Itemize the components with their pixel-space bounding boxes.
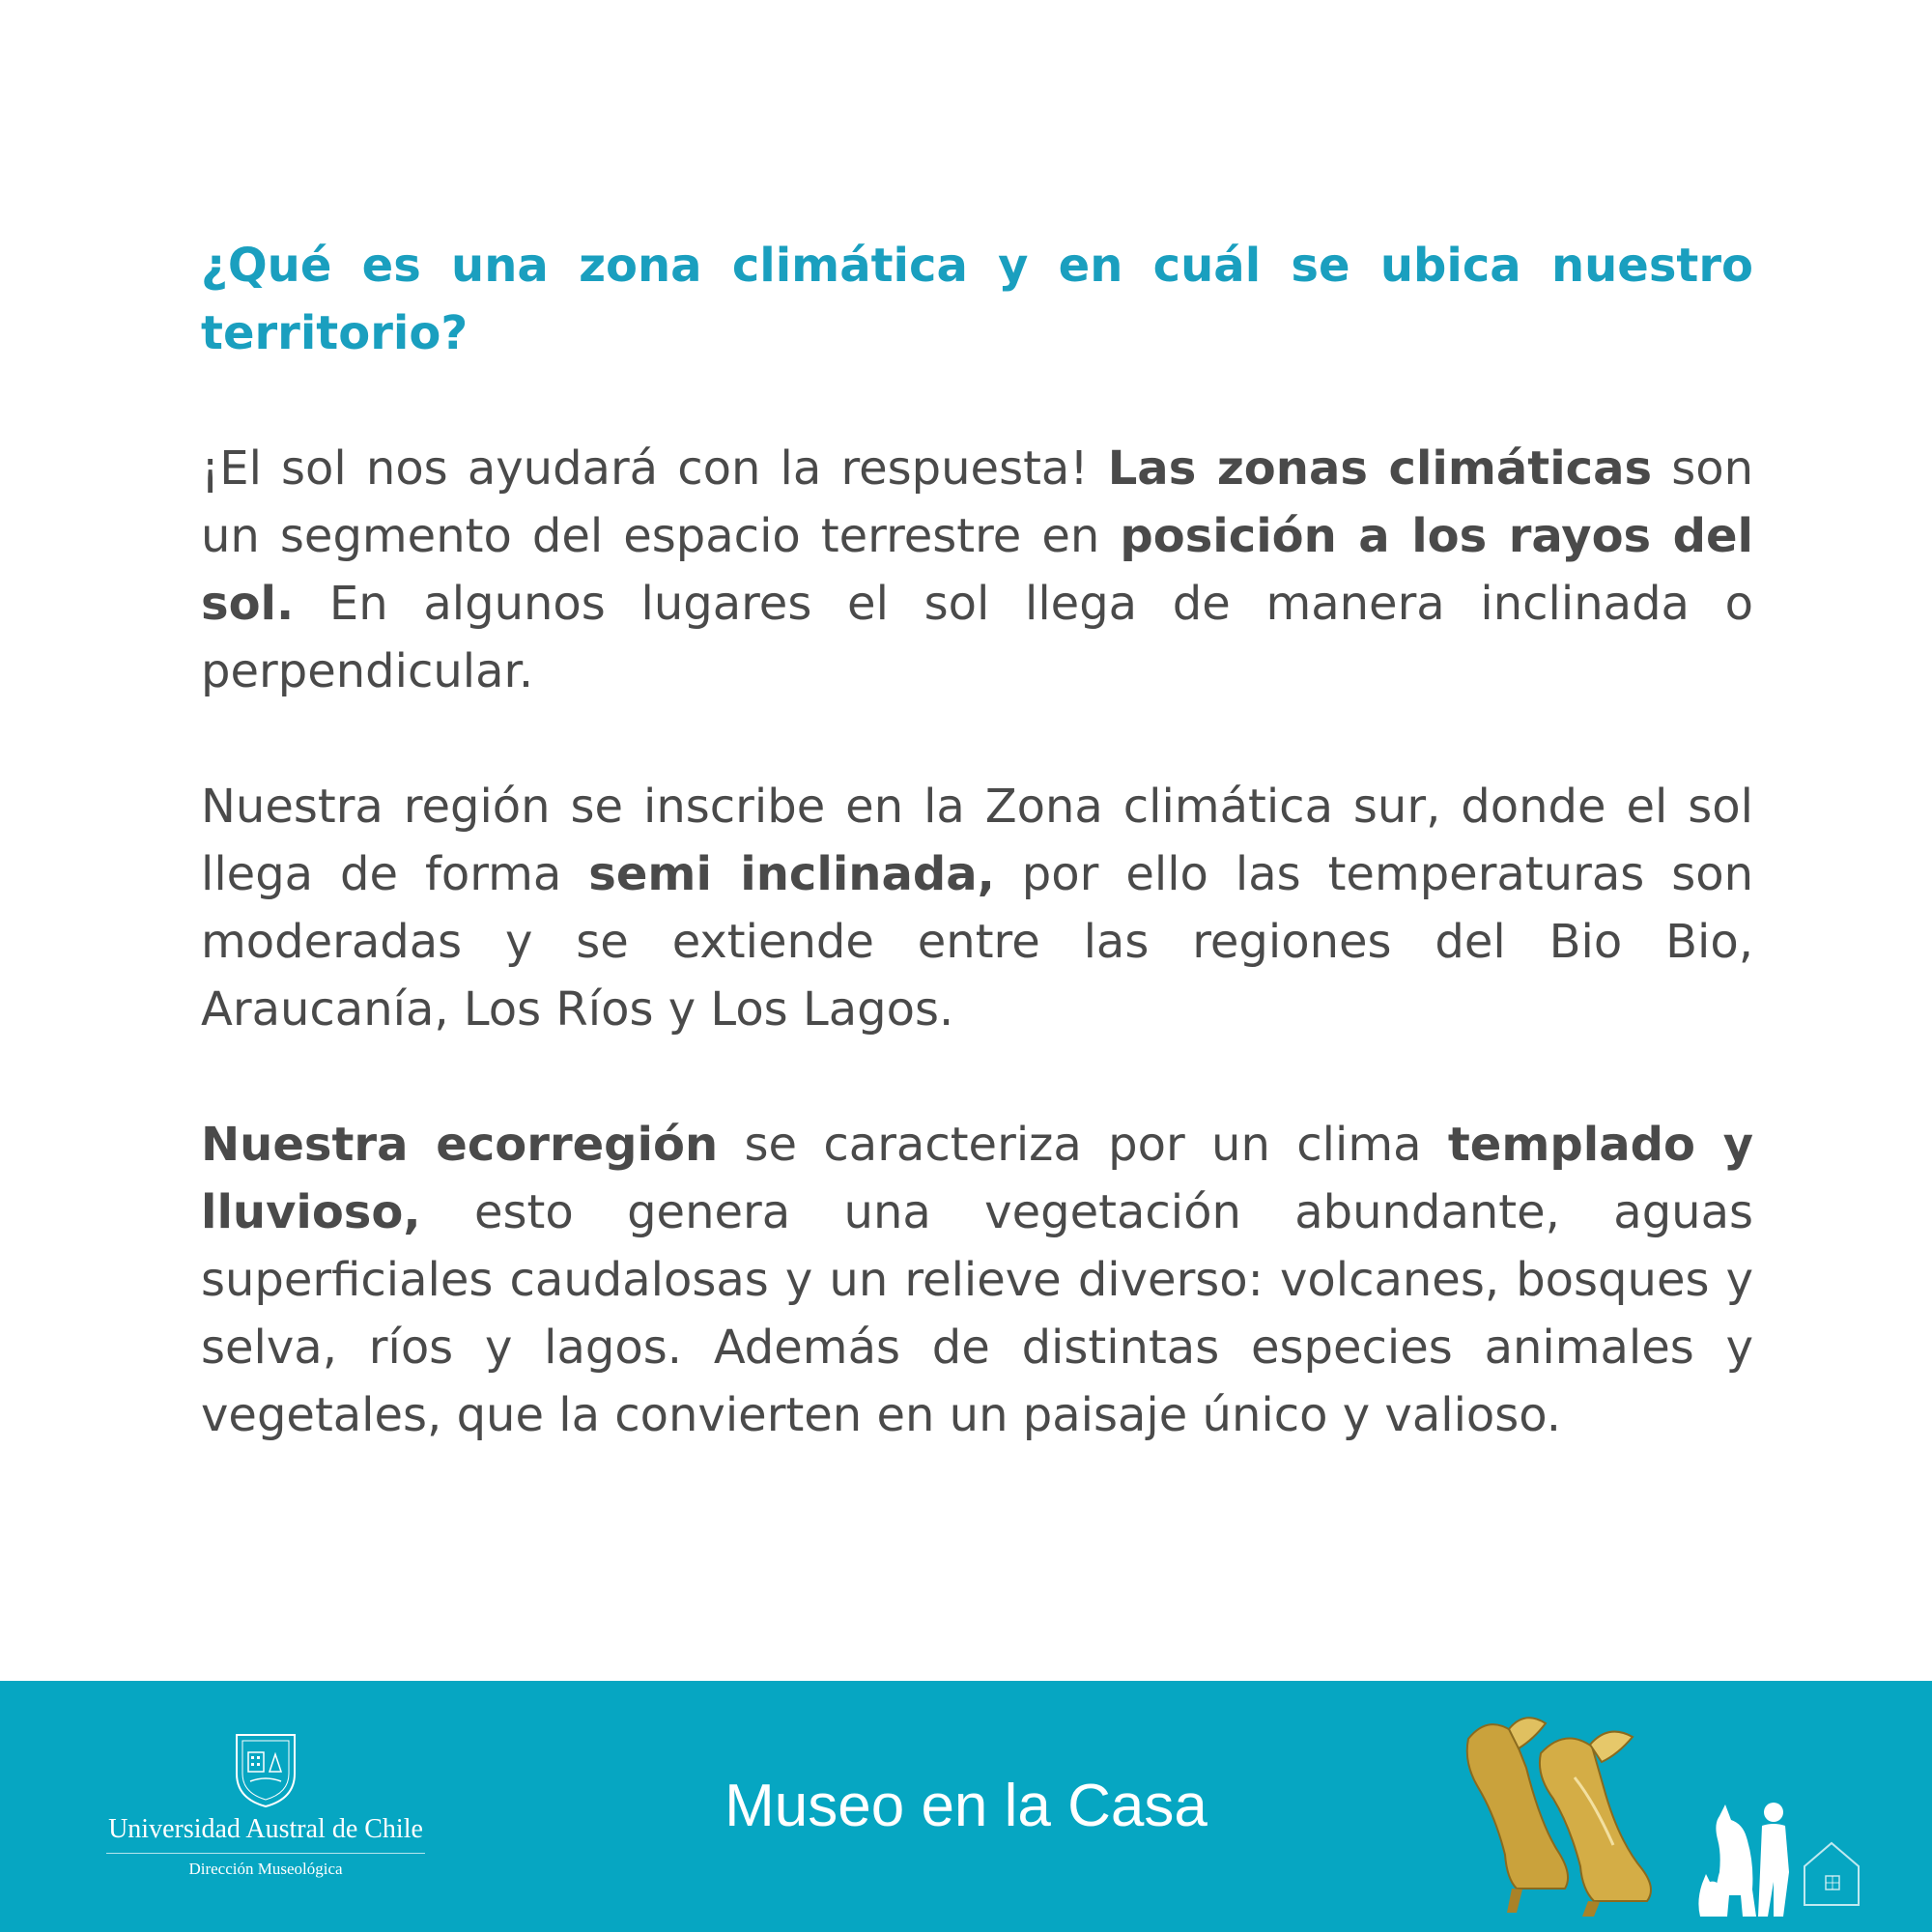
paragraph-region (201, 773, 1753, 1043)
text-span: se caracteriza por un clima (718, 1118, 1448, 1172)
bold-span: templado y lluvioso, (201, 1118, 1754, 1239)
house-outline-icon (1797, 1833, 1866, 1911)
text-span: por ello las temperaturas son moderadas y se extiende entre las regiones del Bio Bio, Araucanía, Los Ríos y Los Lagos. (201, 847, 1753, 1037)
department-name: Dirección Museológica (188, 1860, 343, 1878)
paragraph-sun (201, 435, 1753, 705)
text-span: En algunos lugares el sol llega de manera inclinada o perpendicular. (201, 577, 1753, 698)
text-span: ¡El sol nos ayudará con la respuesta! (201, 441, 1108, 496)
footer-bar (0, 1681, 1932, 1932)
page-heading: ¿Qué es una zona climática y en cuál se ubica nuestro territorio? (201, 239, 1753, 360)
child-dog-cat-silhouette-icon (1698, 1795, 1795, 1920)
text-span: Nuestra región se inscribe en la Zona climática sur, donde el sol llega de forma (201, 780, 1753, 901)
golden-shoes-image (1459, 1710, 1681, 1918)
main-content (201, 232, 1753, 1517)
paragraph-ecoregion (201, 1111, 1753, 1449)
bold-span: Nuestra ecorregión (201, 1118, 719, 1172)
footer-title: Museo en la Casa (724, 1773, 1208, 1839)
text-span: esto genera una vegetación abundante, aguas superficiales caudalosas y un relieve diverso: volcanes, bosques y selva, ríos y lagos. Además de distintas especies animales y vegetales, que la convierten en un paisaje único y valioso. (201, 1185, 1753, 1442)
bold-span: Las zonas climáticas (1107, 441, 1653, 496)
bold-span: semi inclinada, (588, 847, 995, 901)
text-span: son un segmento del espacio terrestre en (201, 441, 1754, 563)
bold-span: posición a los rayos del sol. (201, 509, 1753, 631)
university-name: Universidad Austral de Chile (106, 1814, 425, 1854)
